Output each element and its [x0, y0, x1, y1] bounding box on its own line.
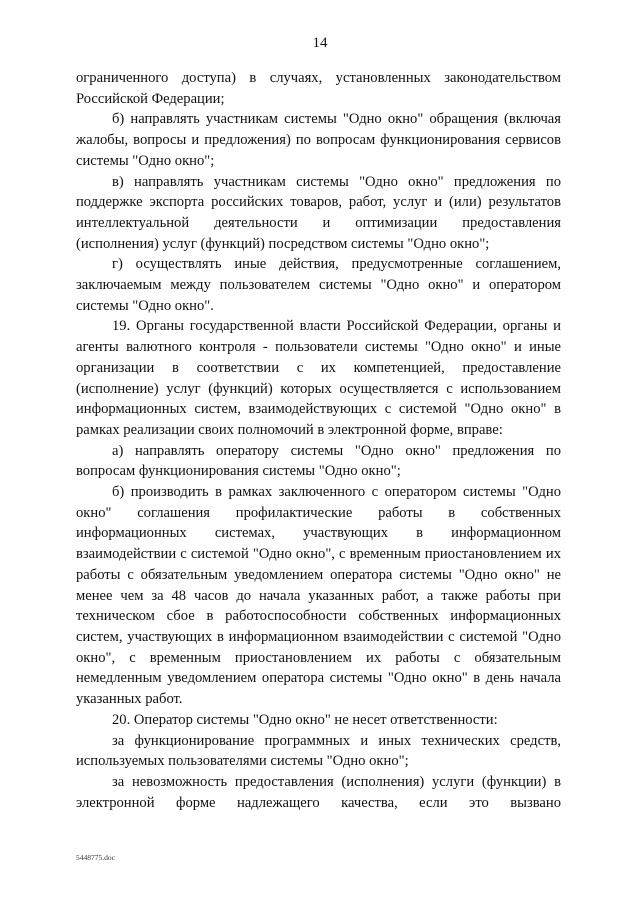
paragraph-clause-20-item-1: за функционирование программных и иных технических средств, используемых пользователями системы "Одно окно";: [76, 732, 561, 770]
paragraph-clause-20: 20. Оператор системы "Одно окно" не несет ответственности:: [112, 711, 498, 728]
file-name-footer: 5448775.doc: [76, 853, 115, 862]
paragraph-item-v: в) направлять участникам системы "Одно окно" предложения по поддержке экспорта российских товаров, работ, услуг и (или) результатов интеллектуальной деятельности и оптимизации предоставления (исполнения) услуг (функций) посредством системы "Одно окно";: [76, 173, 561, 252]
paragraph-clause-20-item-2: за невозможность предоставления (исполнения) услуги (функции) в электронной форме надлежащего качества, если это вызвано: [76, 773, 561, 811]
paragraph-item-b: б) направлять участникам системы "Одно окно" обращения (включая жалобы, вопросы и предложения) по вопросам функционирования сервисов системы "Одно окно";: [76, 111, 561, 169]
paragraph-clause-19-item-b: б) производить в рамках заключенного с оператором системы "Одно окно" соглашения профилактические работы в собственных информационных системах, участвующих в информационном взаимодействии с системой "Одно окно", с временным приостановлением их работы с обязательным уведомлением оператора системы "Одно окно" не менее чем за 48 часов до начала указанных работ, а также работы при техническом сбое в работоспособности собственных информационных систем, участвующих в информационном взаимодействии с системой "Одно окно", с временным приостановлением их работы с обязательным немедленным уведомлением оператора системы "Одно окно" в день начала указанных работ.: [76, 484, 561, 708]
paragraph-clause-19: 19. Органы государственной власти Российской Федерации, органы и агенты валютного контроля - пользователи системы "Одно окно" и иные организации в соответствии с их компетенцией, предоставление (исполнение) услуг (функций) которых осуществляется с использованием информационных систем, взаимодействующих с системой "Одно окно" в рамках реализации своих полномочий в электронной форме, вправе:: [76, 318, 561, 438]
paragraph-item-g: г) осуществлять иные действия, предусмотренные соглашением, заключаемым между пользователем системы "Одно окно" и оператором системы "Одно окно".: [76, 256, 561, 314]
paragraph-clause-19-item-a: а) направлять оператору системы "Одно окно" предложения по вопросам функционирования системы "Одно окно";: [76, 442, 561, 480]
paragraph-continuation: ограниченного доступа) в случаях, установленных законодательством Российской Федерации;: [76, 70, 561, 107]
page-number: 14: [312, 35, 328, 51]
document-body: [76, 68, 561, 813]
